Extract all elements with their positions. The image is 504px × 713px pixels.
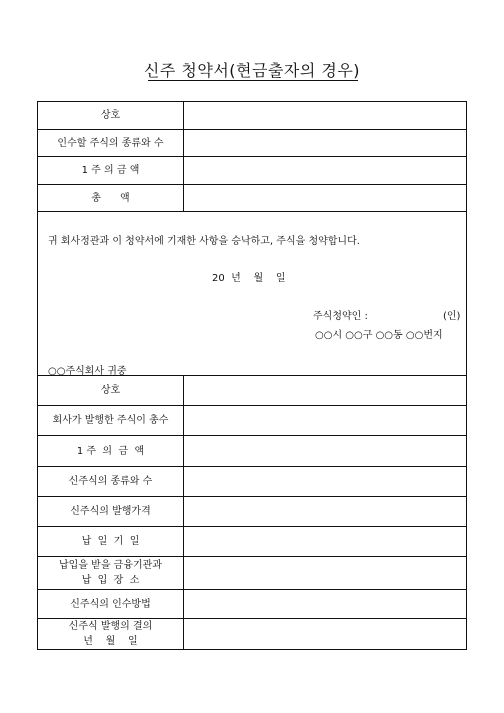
row-label: 상호 (38, 102, 184, 129)
addressee: ○○주식회사 귀중 (48, 366, 127, 377)
row-label: 신주식 발행의 결의 년 월 일 (38, 619, 184, 649)
form-row-company-name (38, 102, 466, 130)
form-row-total-issued-shares (38, 406, 466, 436)
row-label: 1 주 의 금 액 (38, 436, 184, 466)
form-row-payment-date (38, 527, 466, 557)
form-row-resolution-date (38, 619, 466, 649)
row-label: 신주식의 종류와 수 (38, 467, 184, 496)
row-label: 회사가 발행한 주식이 총수 (38, 406, 184, 435)
row-label: 신주식의 인수방법 (38, 590, 184, 618)
form-row-payment-bank (38, 557, 466, 590)
row-value-cell[interactable] (184, 557, 466, 589)
row-label: 납 일 기 일 (38, 527, 184, 556)
date-line: 20 년 월 일 (212, 273, 286, 284)
row-label: 인수할 주식의 종류와 수 (38, 130, 184, 156)
form-title: 신주 청약서(현금출자의 경우) (143, 61, 361, 80)
declaration-block (38, 212, 466, 376)
row-label: 1 주 의 금 액 (38, 157, 184, 184)
form-row-issue-price (38, 497, 466, 527)
row-value-cell[interactable] (184, 130, 466, 156)
subscriber-address: ○○시 ○○구 ○○동 ○○번지 (315, 330, 443, 341)
subscription-form (37, 101, 467, 650)
row-label: 신주식의 발행가격 (38, 497, 184, 526)
seal-mark: (인) (443, 311, 461, 322)
form-row-company-name-2 (38, 376, 466, 406)
row-label: 납입을 받을 금융기관과 납 입 장 소 (38, 557, 184, 589)
row-value-cell[interactable] (184, 619, 466, 649)
row-value-cell[interactable] (184, 436, 466, 466)
row-value-cell[interactable] (184, 157, 466, 184)
form-row-par-value-2 (38, 436, 466, 467)
row-value-cell[interactable] (184, 406, 466, 435)
row-label: 상호 (38, 376, 184, 405)
declaration-text: 귀 회사정관과 이 청약서에 기재한 사항을 승낙하고, 주식을 청약합니다. (48, 236, 360, 247)
form-row-par-value (38, 157, 466, 185)
form-row-shares-to-subscribe (38, 130, 466, 157)
row-value-cell[interactable] (184, 102, 466, 129)
row-value-cell[interactable] (184, 527, 466, 556)
form-row-new-share-type (38, 467, 466, 497)
form-row-total-amount (38, 185, 466, 212)
row-value-cell[interactable] (184, 376, 466, 405)
row-value-cell[interactable] (184, 497, 466, 526)
row-label: 총 액 (38, 185, 184, 211)
form-row-subscription-method (38, 590, 466, 619)
title-underline (148, 80, 358, 81)
row-value-cell[interactable] (184, 185, 466, 211)
subscriber-label: 주식청약인 : (313, 311, 368, 322)
row-value-cell[interactable] (184, 590, 466, 618)
row-value-cell[interactable] (184, 467, 466, 496)
